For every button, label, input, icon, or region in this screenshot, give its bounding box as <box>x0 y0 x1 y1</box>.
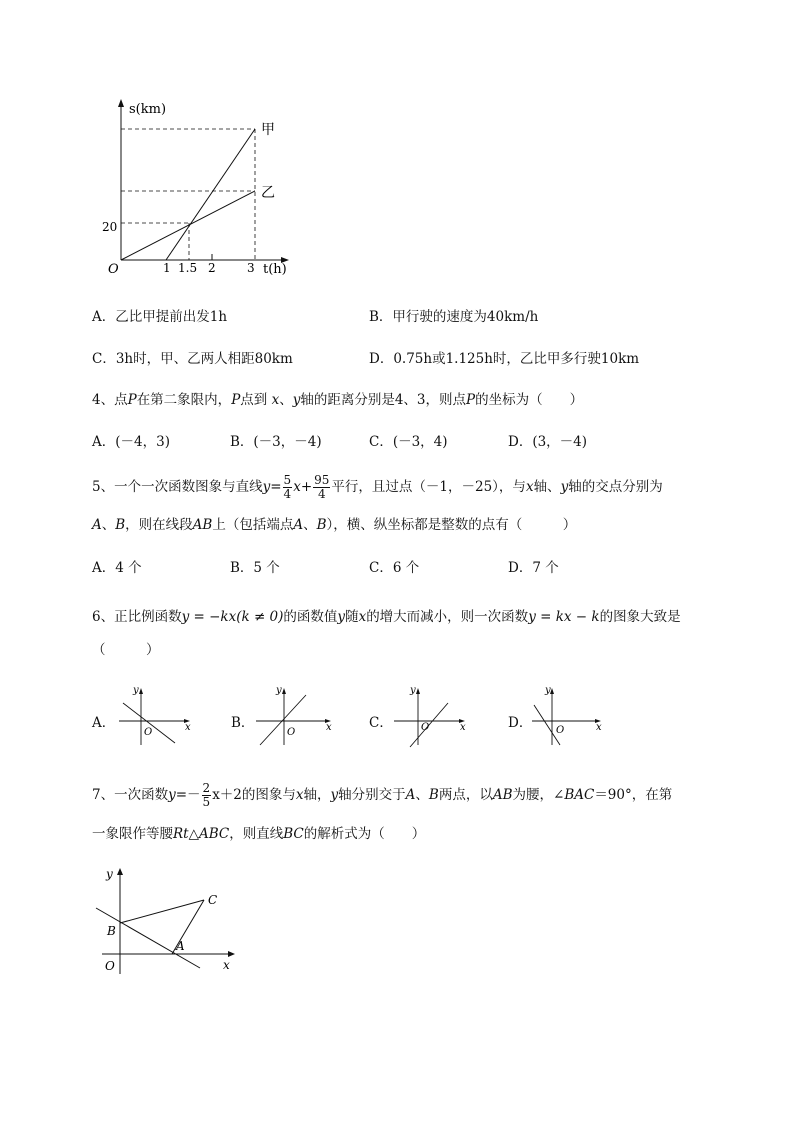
q3-option-d: D．0.75h或1.125h时，乙比甲多行驶10km <box>369 351 640 367</box>
q3-option-a: A．乙比甲提前出发1h <box>92 309 228 325</box>
q4-option-d: D．(3，－4) <box>508 434 588 450</box>
svg-text:O: O <box>287 727 296 738</box>
svg-text:x: x <box>223 958 230 972</box>
q3-option-b: B．甲行驶的速度为40km/h <box>369 309 539 325</box>
svg-text:O: O <box>421 722 430 733</box>
q6-option-a-label: A． <box>92 715 116 731</box>
q5-option-c: C．6 个 <box>369 560 420 576</box>
line-jia <box>166 129 255 260</box>
svg-text:y: y <box>545 685 551 696</box>
q7-question: 7、一次函数y=－ $\frac{2}{5}$ x＋2的图象与x轴，y轴分别交于A、B两点，以AB为腰，∠BAC＝90°，在第 <box>92 781 673 809</box>
svg-text:C: C <box>208 893 218 907</box>
q6-option-b-label: B． <box>231 715 255 731</box>
distance-time-graph <box>95 95 295 280</box>
label-jia: 甲 <box>261 122 275 138</box>
segment-bc <box>120 900 204 923</box>
q6-question-line2: （ ） <box>92 642 160 658</box>
x-tick-1.5: 1.5 <box>178 261 198 275</box>
x-tick-3: 3 <box>247 261 255 275</box>
q7-question-line2: 一象限作等腰Rt△ABC，则直线BC的解析式为（ ） <box>92 826 426 842</box>
y-tick-20: 20 <box>102 220 118 234</box>
q5-option-b: B．5 个 <box>230 560 280 576</box>
triangle-diagram <box>92 862 252 982</box>
q4-option-c: C．(－3，4) <box>369 434 448 450</box>
q4-option-a: A．(－4，3) <box>92 434 170 450</box>
svg-text:x: x <box>596 722 602 733</box>
q6-option-c-label: C． <box>369 715 393 731</box>
svg-text:x: x <box>326 722 332 733</box>
q4-option-b: B．(－3，－4) <box>230 434 322 450</box>
q6-option-d-label: D． <box>508 715 533 731</box>
svg-text:y: y <box>106 867 113 881</box>
q6-question: 6、正比例函数y = −kx(k ≠ 0)的函数值y随x的增大而减小，则一次函数y = kx − k的图象大致是 <box>92 609 681 625</box>
x-tick-1: 1 <box>163 261 171 275</box>
svg-text:O: O <box>144 727 153 738</box>
x-tick-2: 2 <box>208 261 216 275</box>
label-yi: 乙 <box>261 185 275 201</box>
q3-option-c: C．3h时，甲、乙两人相距80km <box>92 351 293 367</box>
line-yi <box>121 191 255 260</box>
q5-option-a: A．4 个 <box>92 560 142 576</box>
svg-text:O: O <box>105 959 115 973</box>
x-axis-label: t(h) <box>263 262 287 277</box>
svg-text:x: x <box>185 722 191 733</box>
y-axis-label: s(km) <box>129 102 167 117</box>
y-axis-arrow <box>118 99 124 107</box>
svg-text:O: O <box>556 725 565 736</box>
q5-option-d: D．7 个 <box>508 560 559 576</box>
svg-text:x: x <box>460 722 466 733</box>
q6-graph-c <box>390 683 470 748</box>
q5-question: 5、一个一次函数图象与直线y= $\frac{5}{4}$ x+ $\frac{95}{4}$ 平行，且过点（－1，－25），与x轴、y轴的交点分别为 <box>92 473 663 501</box>
q6-graph-d <box>528 683 608 748</box>
svg-text:y: y <box>276 685 282 696</box>
svg-text:B: B <box>107 924 116 938</box>
svg-text:A: A <box>176 939 185 953</box>
q4-question: 4、点P在第二象限内，P点到 x、y轴的距离分别是4、3，则点P的坐标为（ ） <box>92 392 584 408</box>
q6-graph-b <box>252 683 337 748</box>
q6-graph-a <box>115 683 195 748</box>
q5-question-line2: A、B，则在线段AB上（包括端点A、B），横、纵坐标都是整数的点有（ ） <box>92 517 577 533</box>
svg-text:y: y <box>133 685 139 696</box>
svg-text:y: y <box>410 685 416 696</box>
origin-label: O <box>108 262 119 277</box>
